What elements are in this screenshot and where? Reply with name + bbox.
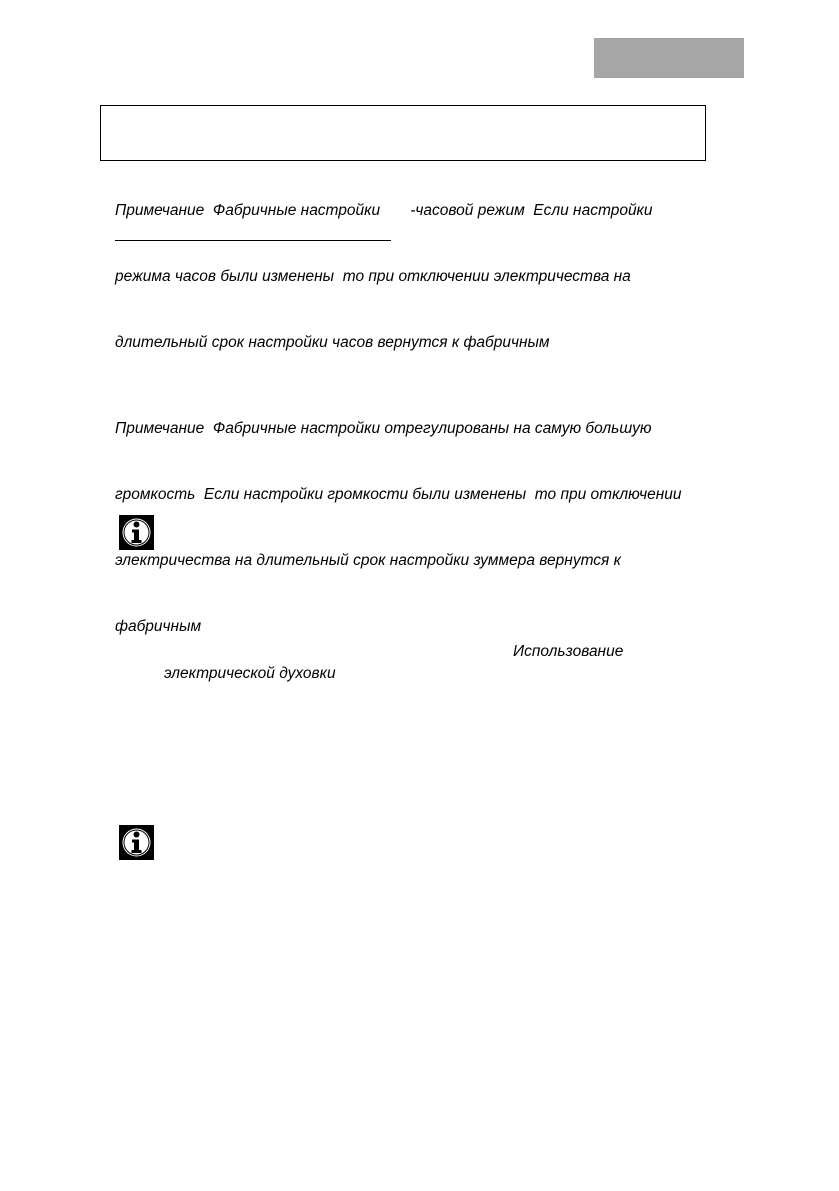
volume-note-line-2: громкость Если настройки громкости были изменены то при отключении bbox=[115, 486, 682, 503]
volume-note bbox=[115, 374, 682, 682]
info-icon bbox=[119, 515, 154, 550]
volume-note-line-3: электричества на длительный срок настройки зуммера вернутся к bbox=[115, 552, 621, 569]
clock-note-line-2: режима часов были изменены то при отключении электричества на bbox=[115, 268, 631, 285]
page-corner-tab bbox=[594, 38, 744, 78]
clock-note-line-1: Примечание Фабричные настройки -часовой режим Если настройки bbox=[115, 202, 653, 219]
section-header-box bbox=[100, 105, 706, 161]
info-icon bbox=[119, 825, 154, 860]
reference-text-part-2: электрической духовки bbox=[164, 665, 336, 682]
volume-note-line-4: фабричным bbox=[115, 618, 202, 635]
volume-note-line-1: Примечание Фабричные настройки отрегулированы на самую большую bbox=[115, 420, 652, 437]
horizontal-rule bbox=[115, 240, 391, 241]
clock-note-line-3: длительный срок настройки часов вернутся к фабричным bbox=[115, 334, 550, 351]
reference-text-part-1: Использование bbox=[513, 643, 624, 660]
clock-mode-note bbox=[115, 156, 653, 398]
